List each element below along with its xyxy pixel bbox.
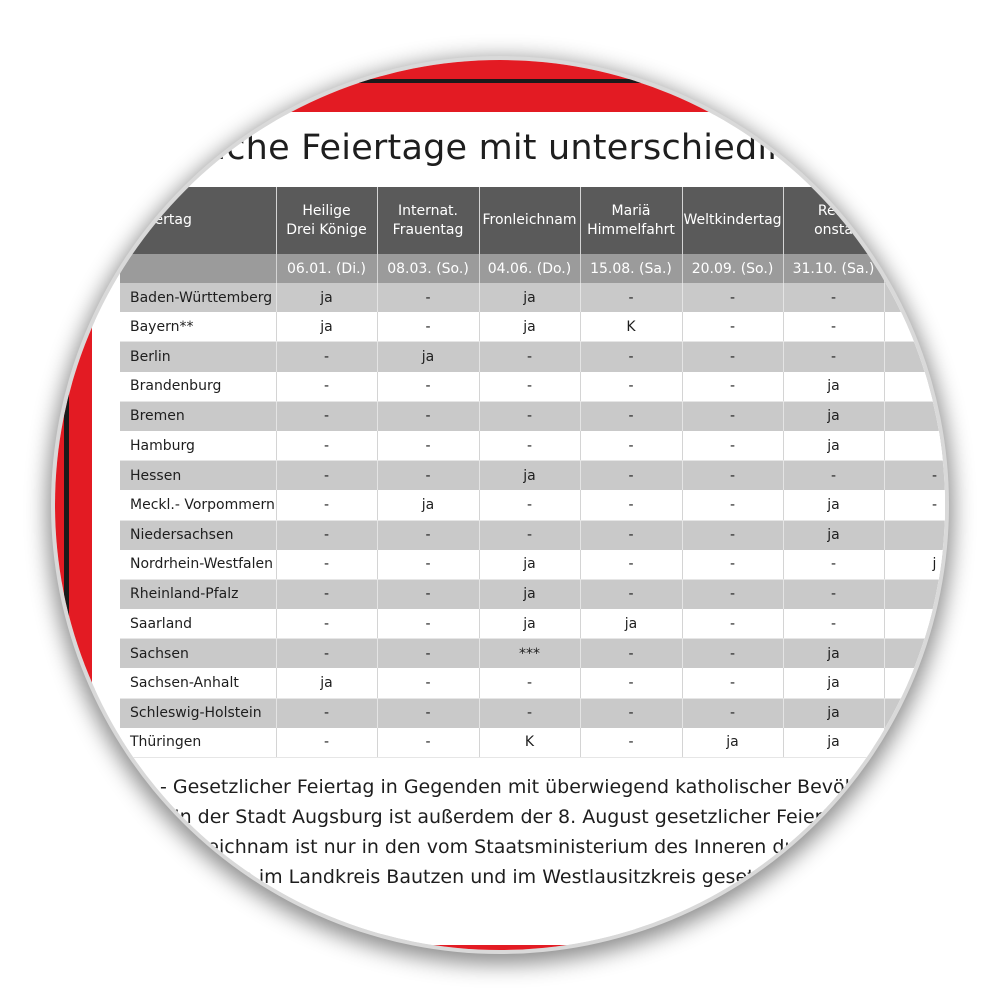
value-cell: -: [276, 431, 377, 461]
value-cell: -: [783, 579, 884, 609]
value-cell: j: [884, 550, 945, 580]
value-cell: -: [682, 668, 783, 698]
table-body: [120, 283, 945, 758]
state-cell: Brandenburg: [120, 372, 276, 402]
value-cell: -: [377, 579, 479, 609]
state-cell: Sachsen: [120, 639, 276, 669]
value-cell: -: [276, 401, 377, 431]
page-title: esetzliche Feiertage mit unterschiedli: [112, 128, 778, 168]
value-cell: -: [783, 283, 884, 312]
value-cell: ja: [479, 283, 580, 312]
value-cell: -: [682, 698, 783, 728]
value-cell: -: [377, 401, 479, 431]
header-col-2: Internat. Frauentag: [377, 187, 479, 254]
header-col-4: Mariä Himmelfahrt: [580, 187, 682, 254]
value-cell: ja: [783, 520, 884, 550]
value-cell: -: [783, 609, 884, 639]
value-cell: ja: [783, 728, 884, 758]
state-cell: Meckl.- Vorpommern: [120, 490, 276, 520]
value-cell: ja: [783, 401, 884, 431]
value-cell: -: [682, 639, 783, 669]
table-row: [120, 490, 945, 520]
table-row: [120, 520, 945, 550]
table-row: [120, 550, 945, 580]
value-cell: [884, 401, 945, 431]
table-date-row: [120, 254, 945, 283]
value-cell: -: [682, 461, 783, 491]
value-cell: ja: [377, 342, 479, 372]
value-cell: -: [479, 372, 580, 402]
value-cell: -: [682, 283, 783, 312]
value-cell: -: [377, 372, 479, 402]
date-cell: 15.08. (Sa.): [580, 254, 682, 283]
value-cell: ja: [479, 579, 580, 609]
value-cell: -: [377, 609, 479, 639]
header-col-7: [884, 187, 945, 254]
value-cell: -: [682, 401, 783, 431]
value-cell: ja: [479, 609, 580, 639]
value-cell: -: [580, 283, 682, 312]
value-cell: ***: [479, 639, 580, 669]
value-cell: -: [377, 312, 479, 342]
value-cell: -: [276, 490, 377, 520]
footnote-line: den im Landkreis Bautzen und im Westlausitzkreis gesetzlic: [217, 866, 786, 888]
header-state: /Feiertag: [120, 187, 276, 254]
state-cell: Sachsen-Anhalt: [120, 668, 276, 698]
value-cell: ja: [783, 490, 884, 520]
value-cell: [884, 283, 945, 312]
table-row: [120, 431, 945, 461]
header-col-1: Heilige Drei Könige: [276, 187, 377, 254]
value-cell: [884, 639, 945, 669]
state-cell: Schleswig-Holstein: [120, 698, 276, 728]
footnote-line: In der Stadt Augsburg ist außerdem der 8. August gesetzlicher Feiertag (Fri: [174, 806, 890, 828]
date-cell: 20.09. (So.): [682, 254, 783, 283]
state-cell: Bremen: [120, 401, 276, 431]
value-cell: -: [276, 609, 377, 639]
value-cell: -: [682, 609, 783, 639]
table-row: [120, 312, 945, 342]
value-cell: ja: [276, 312, 377, 342]
value-cell: -: [580, 372, 682, 402]
value-cell: -: [884, 490, 945, 520]
table-row: [120, 668, 945, 698]
date-cell: 04.06. (Do.): [479, 254, 580, 283]
value-cell: -: [580, 431, 682, 461]
value-cell: -: [682, 431, 783, 461]
value-cell: -: [377, 461, 479, 491]
value-cell: -: [580, 401, 682, 431]
value-cell: -: [580, 461, 682, 491]
holiday-table: [120, 187, 945, 758]
value-cell: -: [377, 639, 479, 669]
value-cell: [884, 579, 945, 609]
state-cell: Bayern**: [120, 312, 276, 342]
date-cell: [884, 254, 945, 283]
state-cell: Rheinland-Pfalz: [120, 579, 276, 609]
value-cell: -: [580, 520, 682, 550]
value-cell: -: [682, 550, 783, 580]
value-cell: -: [377, 520, 479, 550]
value-cell: -: [783, 312, 884, 342]
value-cell: -: [377, 283, 479, 312]
value-cell: -: [580, 579, 682, 609]
table-header-row: [120, 187, 945, 254]
value-cell: ja: [682, 728, 783, 758]
value-cell: ja: [783, 639, 884, 669]
footnotes: [160, 772, 916, 892]
value-cell: -: [580, 698, 682, 728]
value-cell: -: [479, 668, 580, 698]
value-cell: -: [377, 668, 479, 698]
value-cell: -: [580, 668, 682, 698]
value-cell: -: [377, 698, 479, 728]
value-cell: K: [479, 728, 580, 758]
value-cell: [884, 372, 945, 402]
value-cell: -: [580, 639, 682, 669]
value-cell: [884, 312, 945, 342]
state-cell: Nordrhein-Westfalen: [120, 550, 276, 580]
value-cell: [884, 342, 945, 372]
value-cell: ja: [783, 668, 884, 698]
state-cell: Thüringen: [120, 728, 276, 758]
value-cell: -: [884, 461, 945, 491]
value-cell: [884, 431, 945, 461]
table-row: [120, 698, 945, 728]
table-row: [120, 342, 945, 372]
value-cell: ja: [783, 372, 884, 402]
date-cell: 31.10. (Sa.): [783, 254, 884, 283]
value-cell: [884, 698, 945, 728]
value-cell: -: [377, 431, 479, 461]
state-cell: Niedersachsen: [120, 520, 276, 550]
value-cell: [884, 668, 945, 698]
value-cell: -: [276, 550, 377, 580]
value-cell: ja: [276, 283, 377, 312]
value-cell: -: [783, 550, 884, 580]
value-cell: -: [580, 728, 682, 758]
value-cell: -: [682, 312, 783, 342]
value-cell: [884, 609, 945, 639]
value-cell: ja: [580, 609, 682, 639]
state-cell: Hamburg: [120, 431, 276, 461]
table-row: [120, 461, 945, 491]
date-cell: 06.01. (Di.): [276, 254, 377, 283]
header-col-5: Weltkindertag: [682, 187, 783, 254]
table-row: [120, 283, 945, 312]
value-cell: ja: [479, 550, 580, 580]
state-cell: Hessen: [120, 461, 276, 491]
value-cell: -: [580, 490, 682, 520]
date-cell: 08.03. (So.): [377, 254, 479, 283]
value-cell: [884, 520, 945, 550]
header-col-3: Fronleichnam: [479, 187, 580, 254]
value-cell: -: [276, 461, 377, 491]
value-cell: ja: [479, 312, 580, 342]
value-cell: -: [580, 550, 682, 580]
footnote-line: leichnam ist nur in den vom Staatsministerium des Inneren durch I: [202, 836, 839, 858]
value-cell: -: [682, 490, 783, 520]
value-cell: -: [682, 372, 783, 402]
state-cell: Saarland: [120, 609, 276, 639]
value-cell: ja: [783, 431, 884, 461]
value-cell: ja: [783, 698, 884, 728]
value-cell: -: [479, 342, 580, 372]
value-cell: ja: [377, 490, 479, 520]
table-row: [120, 609, 945, 639]
table-row: [120, 372, 945, 402]
state-cell: Baden-Württemberg: [120, 283, 276, 312]
table-row: [120, 579, 945, 609]
header-col-6: Refo onsta: [783, 187, 884, 254]
footnote-line: - Gesetzlicher Feiertag in Gegenden mit überwiegend katholischer Bevölkerung: [160, 776, 916, 798]
table-row: [120, 639, 945, 669]
value-cell: -: [276, 698, 377, 728]
value-cell: ja: [276, 668, 377, 698]
value-cell: -: [479, 490, 580, 520]
value-cell: -: [682, 342, 783, 372]
value-cell: -: [276, 579, 377, 609]
value-cell: -: [580, 342, 682, 372]
value-cell: K: [580, 312, 682, 342]
value-cell: -: [276, 639, 377, 669]
value-cell: -: [276, 372, 377, 402]
magnifier-lens: [55, 60, 945, 950]
value-cell: -: [682, 520, 783, 550]
value-cell: -: [377, 728, 479, 758]
value-cell: -: [783, 461, 884, 491]
value-cell: -: [479, 401, 580, 431]
value-cell: -: [479, 698, 580, 728]
value-cell: -: [682, 579, 783, 609]
state-cell: Berlin: [120, 342, 276, 372]
value-cell: -: [276, 520, 377, 550]
date-cell-blank: [120, 254, 276, 283]
value-cell: -: [276, 728, 377, 758]
value-cell: -: [276, 342, 377, 372]
table-row: [120, 728, 945, 758]
value-cell: -: [377, 550, 479, 580]
document-page: [55, 60, 945, 950]
value-cell: [884, 728, 945, 758]
value-cell: ja: [479, 461, 580, 491]
value-cell: -: [479, 520, 580, 550]
table-row: [120, 401, 945, 431]
value-cell: -: [479, 431, 580, 461]
value-cell: -: [783, 342, 884, 372]
